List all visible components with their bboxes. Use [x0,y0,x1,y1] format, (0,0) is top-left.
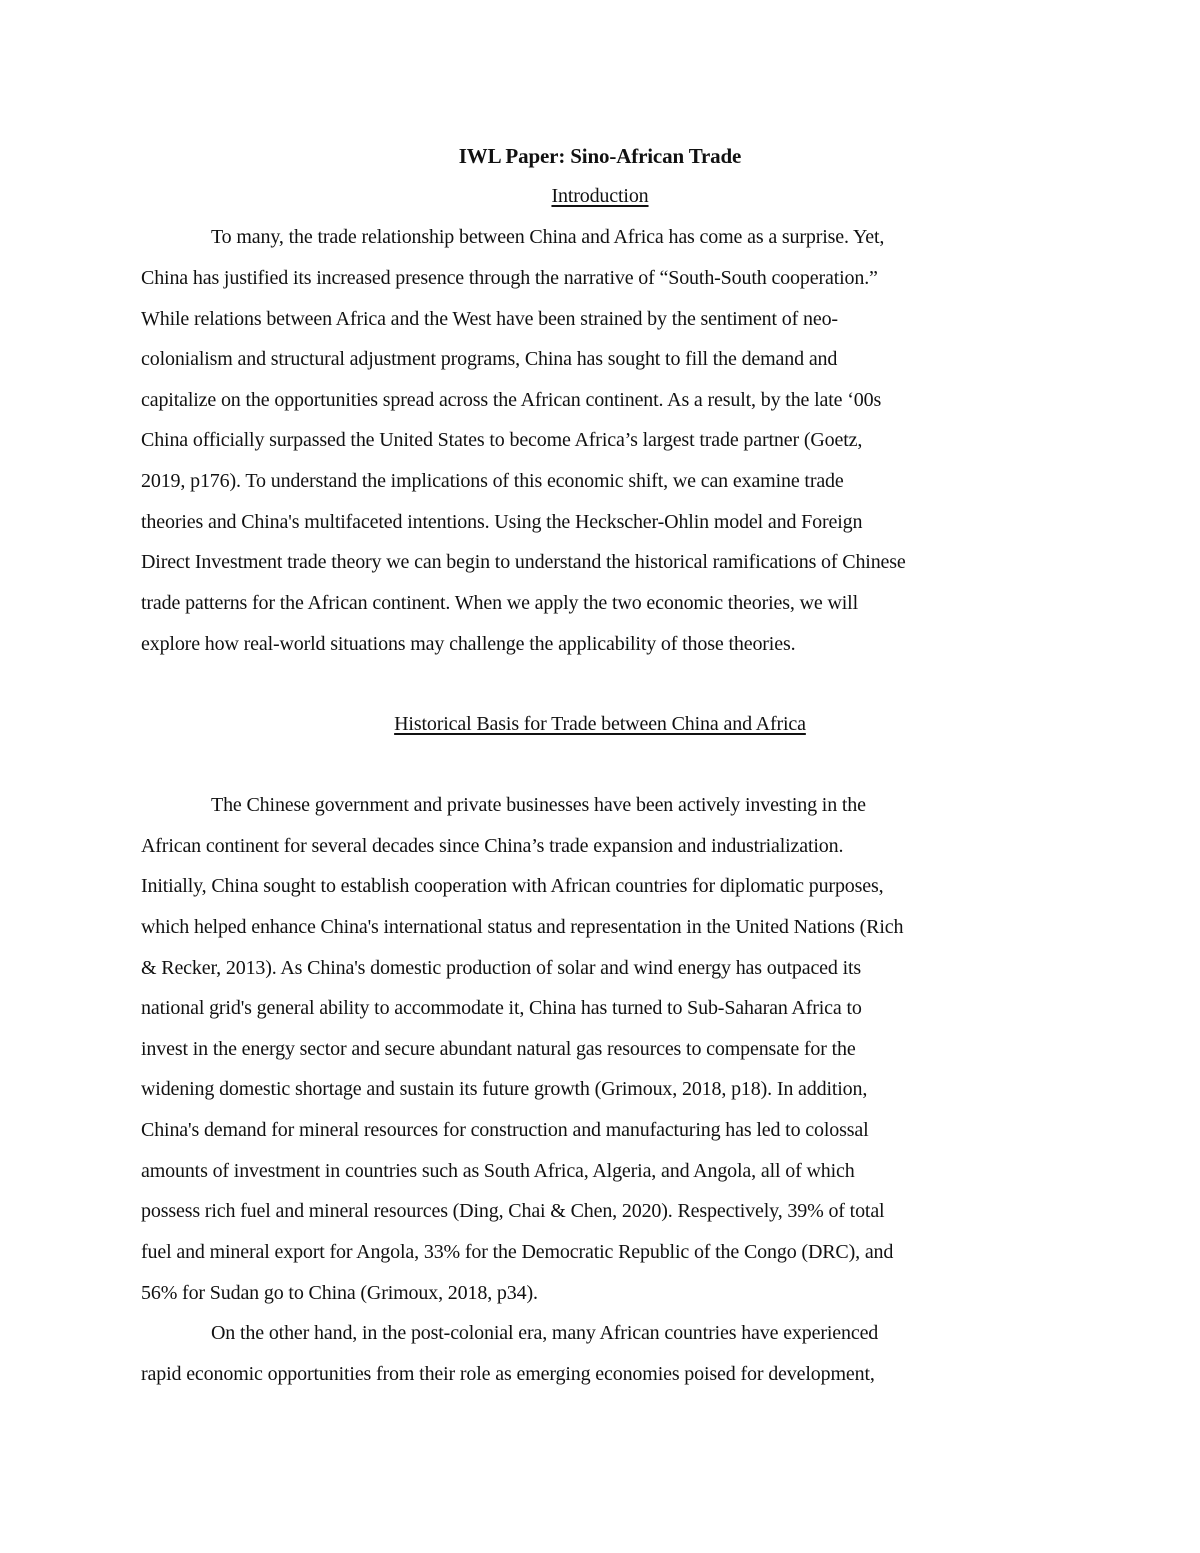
paragraph-line: explore how real-world situations may challenge the applicability of those theories. [141,633,796,655]
paragraph-line: Direct Investment trade theory we can begin to understand the historical ramifications of Chinese [141,551,906,573]
paragraph-line: & Recker, 2013). As China's domestic production of solar and wind energy has outpaced its [141,957,862,979]
paragraph-line: theories and China's multifaceted intentions. Using the Heckscher-Ohlin model and Foreign [141,511,863,533]
paragraph-line: Initially, China sought to establish cooperation with African countries for diplomatic purposes, [141,875,884,897]
paragraph-line: fuel and mineral export for Angola, 33% for the Democratic Republic of the Congo (DRC), and [141,1241,894,1263]
paragraph-line: widening domestic shortage and sustain its future growth (Grimoux, 2018, p18). In addition, [141,1078,868,1100]
paragraph-line: African continent for several decades since China’s trade expansion and industrialization. [141,835,844,857]
document-title: IWL Paper: Sino-African Trade [458,144,742,168]
paragraph-line: amounts of investment in countries such as South Africa, Algeria, and Angola, all of which [141,1160,855,1182]
section-heading-historical-basis: Historical Basis for Trade between China and Africa [394,713,806,735]
paragraph-line: rapid economic opportunities from their role as emerging economies poised for development, [141,1363,875,1385]
section-heading-introduction: Introduction [551,185,649,207]
paragraph-line: capitalize on the opportunities spread across the African continent. As a result, by the late ‘00s [141,389,882,411]
paragraph-line: To many, the trade relationship between China and Africa has come as a surprise. Yet, [211,226,885,248]
paragraph-line: trade patterns for the African continent. When we apply the two economic theories, we will [141,592,858,614]
paragraph-line: national grid's general ability to accommodate it, China has turned to Sub-Saharan Africa to [141,997,862,1019]
paragraph-line: 2019, p176). To understand the implications of this economic shift, we can examine trade [141,470,844,492]
paragraph-line: On the other hand, in the post-colonial era, many African countries have experienced [211,1322,879,1344]
paragraph-line: The Chinese government and private businesses have been actively investing in the [211,794,866,816]
paragraph-line: China has justified its increased presence through the narrative of “South-South cooperation.” [141,267,878,289]
paragraph-line: China officially surpassed the United States to become Africa’s largest trade partner (Goetz, [141,429,863,451]
paragraph-line: China's demand for mineral resources for construction and manufacturing has led to colossal [141,1119,869,1141]
paragraph-line: 56% for Sudan go to China (Grimoux, 2018, p34). [141,1282,538,1304]
paragraph-line: possess rich fuel and mineral resources (Ding, Chai & Chen, 2020). Respectively, 39% of total [141,1200,885,1222]
paragraph-line: colonialism and structural adjustment programs, China has sought to fill the demand and [141,348,838,370]
paragraph-line: invest in the energy sector and secure abundant natural gas resources to compensate for the [141,1038,856,1060]
paragraph-line: While relations between Africa and the West have been strained by the sentiment of neo- [141,308,838,330]
paragraph-line: which helped enhance China's international status and representation in the United Nations (Rich [141,916,904,938]
